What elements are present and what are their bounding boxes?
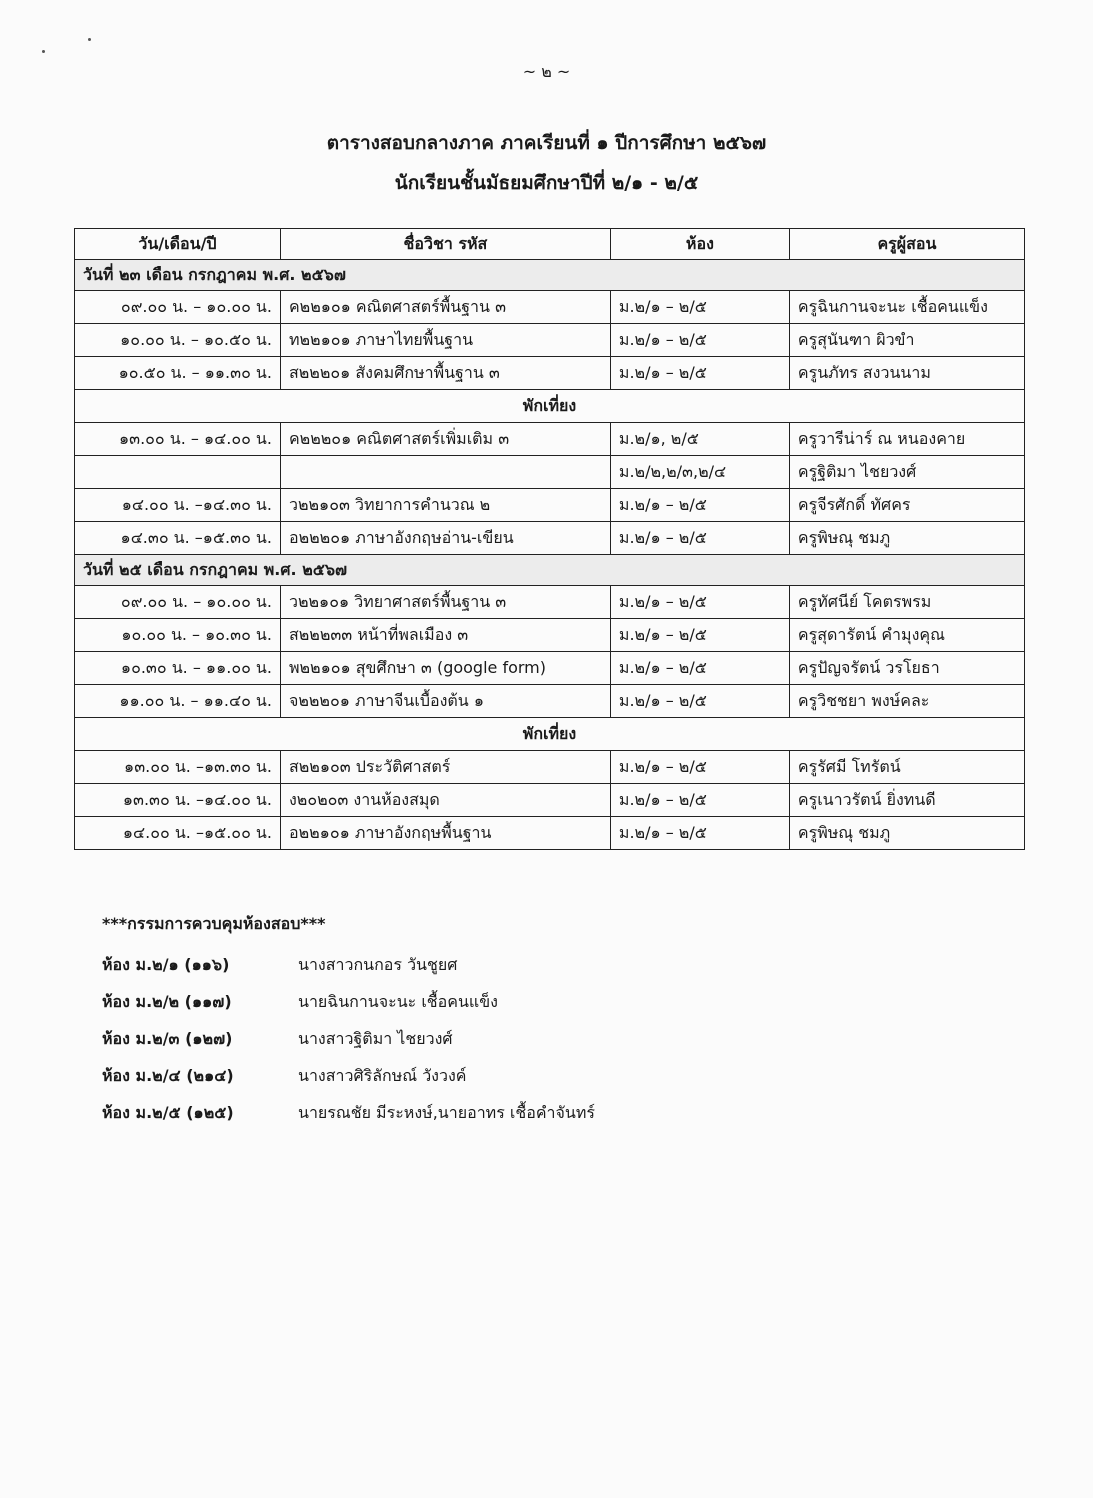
- committee-room: ห้อง ม.๒/๕ (๑๒๕): [102, 1103, 234, 1122]
- document-subtitle: นักเรียนชั้นมัธยมศึกษาปีที่ ๒/๑ - ๒/๕: [394, 172, 699, 194]
- subject-cell: ค๒๒๑๐๑ คณิตศาสตร์พื้นฐาน ๓: [280, 291, 610, 324]
- document-title: ตารางสอบกลางภาค ภาคเรียนที่ ๑ ปีการศึกษา ๒๕๖๗: [326, 132, 767, 154]
- committee-row: [102, 1095, 595, 1132]
- header-room: ห้อง: [610, 229, 789, 260]
- teacher-cell: ครูสุนันฑา ผิวขำ: [789, 324, 1024, 357]
- time-cell: ๑๓.๓๐ น. –๑๔.๐๐ น.: [75, 784, 281, 817]
- subject-cell: ง๒๐๒๐๓ งานห้องสมุด: [280, 784, 610, 817]
- time-cell: ๑๔.๐๐ น. –๑๕.๐๐ น.: [75, 817, 281, 850]
- scan-speck: [88, 38, 91, 41]
- room-cell: ม.๒/๑ – ๒/๕: [610, 586, 789, 619]
- time-cell: ๑๓.๐๐ น. –๑๓.๓๐ น.: [75, 751, 281, 784]
- room-cell: ม.๒/๑ – ๒/๕: [610, 291, 789, 324]
- committee-row: [102, 1058, 595, 1095]
- time-cell: ๑๐.๓๐ น. – ๑๑.๐๐ น.: [75, 652, 281, 685]
- time-cell: ๑๔.๐๐ น. –๑๔.๓๐ น.: [75, 489, 281, 522]
- subject-cell: ว๒๒๑๐๓ วิทยาการคำนวณ ๒: [280, 489, 610, 522]
- committee-names: นางสาวศิริลักษณ์ วังวงค์: [298, 1066, 467, 1085]
- teacher-cell: ครูทัศนีย์ โคตรพรม: [789, 586, 1024, 619]
- committee-room: ห้อง ม.๒/๑ (๑๑๖): [102, 955, 230, 974]
- committee-names: นางสาวฐิติมา ไชยวงศ์: [298, 1029, 453, 1048]
- lunch-break-label: พักเที่ยง: [75, 718, 1025, 751]
- committee-room: ห้อง ม.๒/๓ (๑๒๗): [102, 1029, 233, 1048]
- table-row: [75, 784, 1025, 817]
- time-cell: ๑๐.๐๐ น. – ๑๐.๓๐ น.: [75, 619, 281, 652]
- table-row: [75, 619, 1025, 652]
- teacher-cell: ครูพิษณุ ชมภู: [789, 817, 1024, 850]
- table-row: [75, 324, 1025, 357]
- room-cell: ม.๒/๑ – ๒/๕: [610, 652, 789, 685]
- subject-cell: อ๒๒๑๐๑ ภาษาอังกฤษพื้นฐาน: [280, 817, 610, 850]
- teacher-cell: ครูนภัทร สงวนนาม: [789, 357, 1024, 390]
- teacher-cell: ครูปัญจรัตน์ วรโยธา: [789, 652, 1024, 685]
- subject-cell: ท๒๒๑๐๑ ภาษาไทยพื้นฐาน: [280, 324, 610, 357]
- time-cell: ๑๔.๓๐ น. –๑๕.๓๐ น.: [75, 522, 281, 555]
- lunch-break-label: พักเที่ยง: [75, 390, 1025, 423]
- subject-cell: ส๒๒๒๐๑ สังคมศึกษาพื้นฐาน ๓: [280, 357, 610, 390]
- page-number: ~ ๒ ~: [522, 62, 571, 81]
- committee-title: ***กรรมการควบคุมห้องสอบ***: [102, 914, 326, 933]
- day-label: วันที่ ๒๓ เดือน กรกฎาคม พ.ศ. ๒๕๖๗: [75, 260, 1025, 291]
- subject-cell: จ๒๒๒๐๑ ภาษาจีนเบื้องต้น ๑: [280, 685, 610, 718]
- room-cell: ม.๒/๑ – ๒/๕: [610, 489, 789, 522]
- teacher-cell: ครูฉินกานจะนะ เชื้อคนแข็ง: [789, 291, 1024, 324]
- teacher-cell: ครูวิชชยา พงษ์คละ: [789, 685, 1024, 718]
- time-cell: ๑๓.๐๐ น. – ๑๔.๐๐ น.: [75, 423, 281, 456]
- committee-section: [102, 912, 595, 1132]
- subject-cell-empty: [280, 456, 610, 489]
- committee-row: [102, 1021, 595, 1058]
- teacher-cell: ครูฐิติมา ไชยวงศ์: [789, 456, 1024, 489]
- table-row: [75, 817, 1025, 850]
- header-date: วัน/เดือน/ปี: [75, 229, 281, 260]
- teacher-cell: ครูวารีน่าร์ ณ หนองคาย: [789, 423, 1024, 456]
- time-cell: ๐๙.๐๐ น. – ๑๐.๐๐ น.: [75, 586, 281, 619]
- committee-names: นายรณชัย มีระหงษ์,นายอาทร เชื้อคำจันทร์: [298, 1103, 595, 1122]
- subject-cell: พ๒๒๑๐๑ สุขศึกษา ๓ (google form): [280, 652, 610, 685]
- subject-cell: ส๒๒๒๓๓ หน้าที่พลเมือง ๓: [280, 619, 610, 652]
- table-row: [75, 291, 1025, 324]
- subject-cell: ว๒๒๑๐๑ วิทยาศาสตร์พื้นฐาน ๓: [280, 586, 610, 619]
- day-row: [75, 555, 1025, 586]
- room-cell: ม.๒/๑ – ๒/๕: [610, 324, 789, 357]
- table-row: [75, 685, 1025, 718]
- table-row: [75, 489, 1025, 522]
- table-row: [75, 357, 1025, 390]
- day-row: [75, 260, 1025, 291]
- exam-schedule-table: [74, 228, 1025, 850]
- room-cell: ม.๒/๑ – ๒/๕: [610, 522, 789, 555]
- room-cell: ม.๒/๑ – ๒/๕: [610, 751, 789, 784]
- subject-cell: ค๒๒๒๐๑ คณิตศาสตร์เพิ่มเติม ๓: [280, 423, 610, 456]
- table-row: [75, 423, 1025, 456]
- time-cell: ๑๐.๕๐ น. – ๑๑.๓๐ น.: [75, 357, 281, 390]
- subject-cell: อ๒๒๒๐๑ ภาษาอังกฤษอ่าน-เขียน: [280, 522, 610, 555]
- table-row: [75, 652, 1025, 685]
- committee-row: [102, 984, 595, 1021]
- committee-room: ห้อง ม.๒/๒ (๑๑๗): [102, 992, 232, 1011]
- room-cell: ม.๒/๑ – ๒/๕: [610, 685, 789, 718]
- room-cell: ม.๒/๑, ๒/๕: [610, 423, 789, 456]
- time-cell: ๑๐.๐๐ น. – ๑๐.๕๐ น.: [75, 324, 281, 357]
- table-header-row: [75, 229, 1025, 260]
- lunch-break-row: [75, 718, 1025, 751]
- teacher-cell: ครูจีรศักดิ์ ทัศคร: [789, 489, 1024, 522]
- committee-names: นายฉินกานจะนะ เชื้อคนแข็ง: [298, 992, 498, 1011]
- teacher-cell: ครูพิษณุ ชมภู: [789, 522, 1024, 555]
- room-cell: ม.๒/๑ – ๒/๕: [610, 784, 789, 817]
- day-label: วันที่ ๒๕ เดือน กรกฎาคม พ.ศ. ๒๕๖๗: [75, 555, 1025, 586]
- scan-speck: [42, 50, 45, 53]
- time-cell: ๑๑.๐๐ น. – ๑๑.๔๐ น.: [75, 685, 281, 718]
- room-cell: ม.๒/๑ – ๒/๕: [610, 357, 789, 390]
- table-row: [75, 522, 1025, 555]
- room-cell: ม.๒/๒,๒/๓,๒/๔: [610, 456, 789, 489]
- teacher-cell: ครูรัศมี โทรัตน์: [789, 751, 1024, 784]
- time-cell-empty: [75, 456, 281, 489]
- header-teacher: ครูผู้สอน: [789, 229, 1024, 260]
- table-row: [75, 456, 1025, 489]
- table-row: [75, 751, 1025, 784]
- room-cell: ม.๒/๑ – ๒/๕: [610, 817, 789, 850]
- time-cell: ๐๙.๐๐ น. – ๑๐.๐๐ น.: [75, 291, 281, 324]
- lunch-break-row: [75, 390, 1025, 423]
- committee-names: นางสาวกนกอร วันชูยศ: [298, 955, 458, 974]
- table-row: [75, 586, 1025, 619]
- teacher-cell: ครูสุดารัตน์ คำมุงคุณ: [789, 619, 1024, 652]
- room-cell: ม.๒/๑ – ๒/๕: [610, 619, 789, 652]
- subject-cell: ส๒๒๑๐๓ ประวัติศาสตร์: [280, 751, 610, 784]
- teacher-cell: ครูเนาวรัตน์ ยิ่งทนดี: [789, 784, 1024, 817]
- committee-row: [102, 947, 595, 984]
- committee-room: ห้อง ม.๒/๔ (๒๑๔): [102, 1066, 234, 1085]
- header-subject: ชื่อวิชา รหัส: [280, 229, 610, 260]
